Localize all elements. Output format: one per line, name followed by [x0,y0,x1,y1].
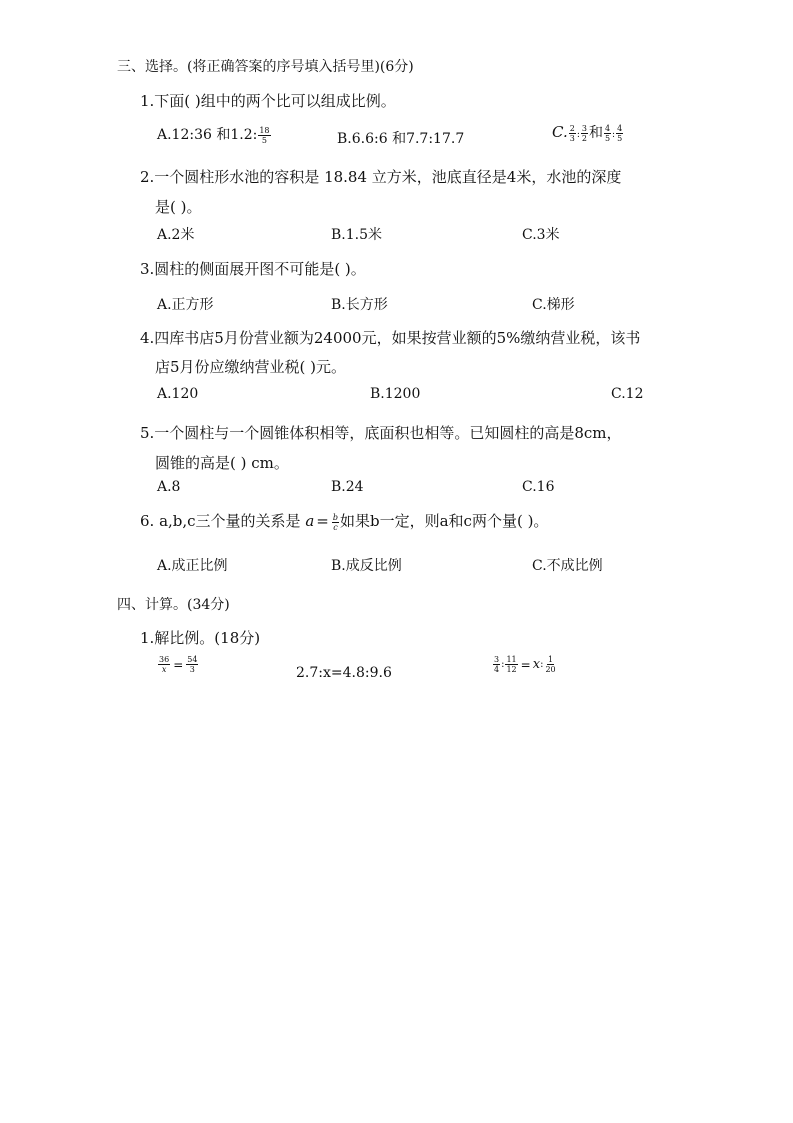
section-3-title: 三、选择。(将正确答案的序号填入括号里)(6分) [117,59,414,75]
fraction-1-20: $\frac{1}{20}$ [545,655,556,674]
question-3-option-b: B.长方形 [331,297,388,313]
question-4-option-c: C.12 [611,386,644,402]
option-c-letter: C. [552,123,568,141]
question-6-stem [140,510,548,532]
question-1-option-a [157,124,272,145]
question-1-option-b: B.6.6:6 和7.7:17.7 [337,131,465,147]
question-2-stem-line1: 2.一个圆柱形水池的容积是 18.84 立方米，池底直径是4米，水池的深度 [140,168,622,186]
fraction-54-3: $\frac{54}{3}$ [187,655,198,674]
fraction-2-3: $\frac{2}{3}$ [569,123,575,143]
fraction-4-5-b: $\frac{4}{5}$ [617,123,623,143]
equation-3: $\frac{3}{4}$ : $\frac{11}{12}$ = x : $\frac{1}{20}$ [494,655,556,674]
option-c-and: 和 [588,125,603,141]
question-5-stem-line1: 5.一个圆柱与一个圆锥体积相等，底面积也相等。已知圆柱的高是8cm， [140,424,622,442]
option-a-text: A.12:36 和1.2: [157,127,258,143]
question-4-stem-line2: 店5月份应缴纳营业税( )元。 [155,358,347,376]
fraction-b-c: $\frac{b}{c}$ [332,512,338,532]
fraction-3-4: $\frac{3}{4}$ [494,655,500,674]
question-3-option-c: C.梯形 [532,297,575,313]
fraction-18-5: $\frac{18}{5}$ [259,125,270,145]
question-6-option-a: A.成正比例 [157,558,228,574]
question-6-option-c: C.不成比例 [532,558,603,574]
question-6-suffix: 如果b一定，则a和c两个量( )。 [340,512,549,530]
question-6-prefix: 6. a,b,c三个量的关系是 [140,512,301,530]
question-3-stem: 3.圆柱的侧面展开图不可能是( )。 [140,260,366,278]
question-3-option-a: A.正方形 [157,297,214,313]
question-5-stem-line2: 圆锥的高是( ) cm。 [155,454,289,472]
equation-1: $\frac{36}{x}$ = $\frac{54}{3}$ [159,655,198,674]
fraction-36-x: $\frac{36}{x}$ [159,655,170,674]
fraction-4-5-a: $\frac{4}{5}$ [604,123,611,143]
question-6-option-b: B.成反比例 [331,558,402,574]
section-4-title: 四、计算。(34分) [117,597,230,613]
fraction-3-2: $\frac{3}{2}$ [581,123,587,143]
section-4-question-1-stem: 1.解比例。(18分) [140,629,261,647]
question-1-stem: 1.下面( )组中的两个比可以组成比例。 [140,92,396,110]
question-4-option-b: B.1200 [370,386,421,402]
question-5-option-b: B.24 [331,479,364,495]
question-1-option-c: C. $\frac{2}{3}$ : $\frac{3}{2}$ 和 $\frac{4}{5}$ : $\frac{4}{5}$ [552,123,623,143]
formula-a: a [305,512,315,530]
question-5-option-a: A.8 [157,479,181,495]
question-2-option-a: A.2米 [157,227,195,243]
question-4-stem-line1: 4.四库书店5月份营业额为24000元，如果按营业额的5%缴纳营业税，该书 [140,329,641,347]
question-2-option-b: B.1.5米 [331,227,383,243]
question-2-option-c: C.3米 [522,227,560,243]
question-2-stem-line2: 是( )。 [155,198,202,216]
question-4-option-a: A.120 [157,386,199,402]
equation-2: 2.7:x=4.8:9.6 [296,665,392,681]
question-5-option-c: C.16 [522,479,555,495]
variable-x: x [532,657,541,672]
fraction-11-12: $\frac{11}{12}$ [506,655,517,674]
formula-equals: = [316,512,329,530]
